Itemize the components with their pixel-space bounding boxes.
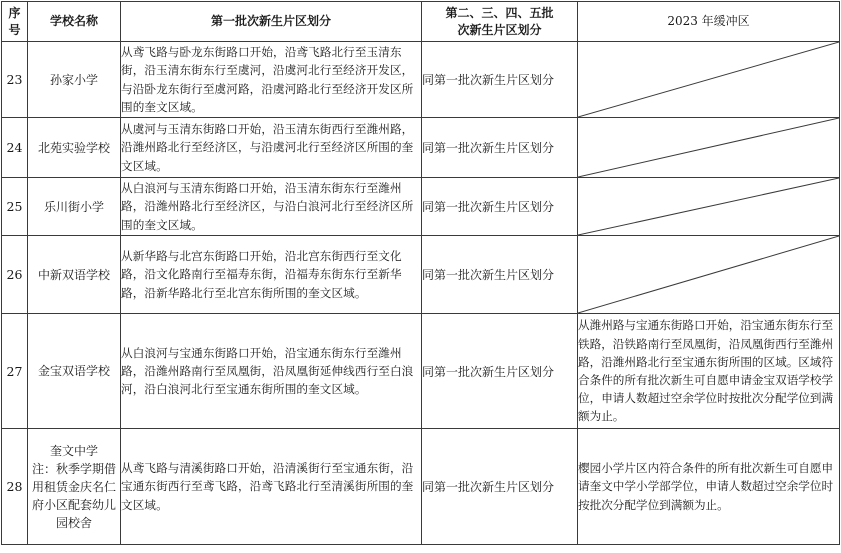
header-buffer-zone: 2023 年缓冲区 <box>578 2 840 42</box>
school-name: 乐川街小学 <box>28 178 121 236</box>
first-batch-area: 从白浪河与玉清东街路口开始，沿玉清东街东行至潍州路，沿潍州路北行至经济区，与沿白浪河北行至经济区所围的奎文区域。 <box>121 178 422 236</box>
first-batch-area: 从白浪河与宝通东街路口开始，沿宝通东街东行至潍州路，沿潍州路南行至凤凰街，沿凤凰街延伸线西行至白浪河，沿白浪河北行至宝通东街所围的奎文区域。 <box>121 314 422 429</box>
later-batch-area: 同第一批次新生片区划分 <box>422 314 578 429</box>
first-batch-area: 从虞河与玉清东街路口开始，沿玉清东街西行至潍州路，沿潍州路北行至经济区，与沿虞河北行至经济区所围的奎文区域。 <box>121 118 422 178</box>
table-row <box>2 42 840 118</box>
header-school-name: 学校名称 <box>28 2 121 42</box>
table-row <box>2 429 840 545</box>
buffer-zone-area: 樱园小学片区内符合条件的所有批次新生可自愿申请奎文中学小学部学位，申请人数超过空余学位时按批次分配学位到满额为止。 <box>578 429 840 545</box>
table-row <box>2 236 840 314</box>
first-batch-area: 从鸢飞路与卧龙东街路口开始，沿鸢飞路北行至玉清东街，沿玉清东街东行至虞河，沿虞河北行至经济开发区，与沿卧龙东街行至虞河路，沿虞河路北行至经济开发区所围的奎文区域。 <box>121 42 422 118</box>
diagonal-slash-icon <box>578 178 839 235</box>
diagonal-slash-icon <box>578 42 839 117</box>
diagonal-slash-icon <box>578 118 839 177</box>
row-number: 28 <box>2 429 28 545</box>
later-batch-area: 同第一批次新生片区划分 <box>422 178 578 236</box>
row-number: 27 <box>2 314 28 429</box>
school-name: 奎文中学 <box>49 443 98 458</box>
table-row <box>2 118 840 178</box>
buffer-zone-empty <box>578 178 840 236</box>
school-name: 金宝双语学校 <box>28 314 121 429</box>
row-number: 23 <box>2 42 28 118</box>
buffer-zone-empty <box>578 42 840 118</box>
later-batch-area: 同第一批次新生片区划分 <box>422 236 578 314</box>
header-row <box>2 2 840 42</box>
later-batch-area: 同第一批次新生片区划分 <box>422 429 578 545</box>
diagonal-slash-icon <box>578 236 839 313</box>
buffer-zone-empty <box>578 118 840 178</box>
school-name: 孙家小学 <box>28 42 121 118</box>
header-first-batch: 第一批次新生片区划分 <box>121 2 422 42</box>
row-number: 25 <box>2 178 28 236</box>
school-note: 注：秋季学期借用租赁金庆名仁府小区配套幼儿园校舍 <box>31 461 116 530</box>
header-serial-number: 序号 <box>2 2 28 42</box>
school-name: 中新双语学校 <box>28 236 121 314</box>
later-batch-area: 同第一批次新生片区划分 <box>422 42 578 118</box>
table-row <box>2 178 840 236</box>
later-batch-area: 同第一批次新生片区划分 <box>422 118 578 178</box>
buffer-zone-empty <box>578 236 840 314</box>
school-name-cell <box>28 429 121 545</box>
first-batch-area: 从鸢飞路与清溪街路口开始，沿清溪街行至宝通东街，沿宝通东街西行至鸢飞路，沿鸢飞路北行至清溪街所围的奎文区域。 <box>121 429 422 545</box>
school-name: 北苑实验学校 <box>28 118 121 178</box>
row-number: 24 <box>2 118 28 178</box>
zoning-table <box>1 1 840 545</box>
buffer-zone-area: 从潍州路与宝通东街路口开始，沿宝通东街东行至铁路，沿铁路南行至凤凰街，沿凤凰街西行至潍州路，沿潍州路北行至宝通东街所围的区域。区域符合条件的所有批次新生可自愿申请金宝双语学校学位，申请人数超过空余学位时按批次分配学位到满额为止。 <box>578 314 840 429</box>
first-batch-area: 从新华路与北宫东街路口开始，沿北宫东街西行至文化路，沿文化路南行至福寿东街，沿福寿东街东行至新华路，沿新华路北行至北宫东街所围的奎文区域。 <box>121 236 422 314</box>
row-number: 26 <box>2 236 28 314</box>
table-row <box>2 314 840 429</box>
header-later-batches: 第二、三、四、五批次新生片区划分 <box>422 2 578 42</box>
